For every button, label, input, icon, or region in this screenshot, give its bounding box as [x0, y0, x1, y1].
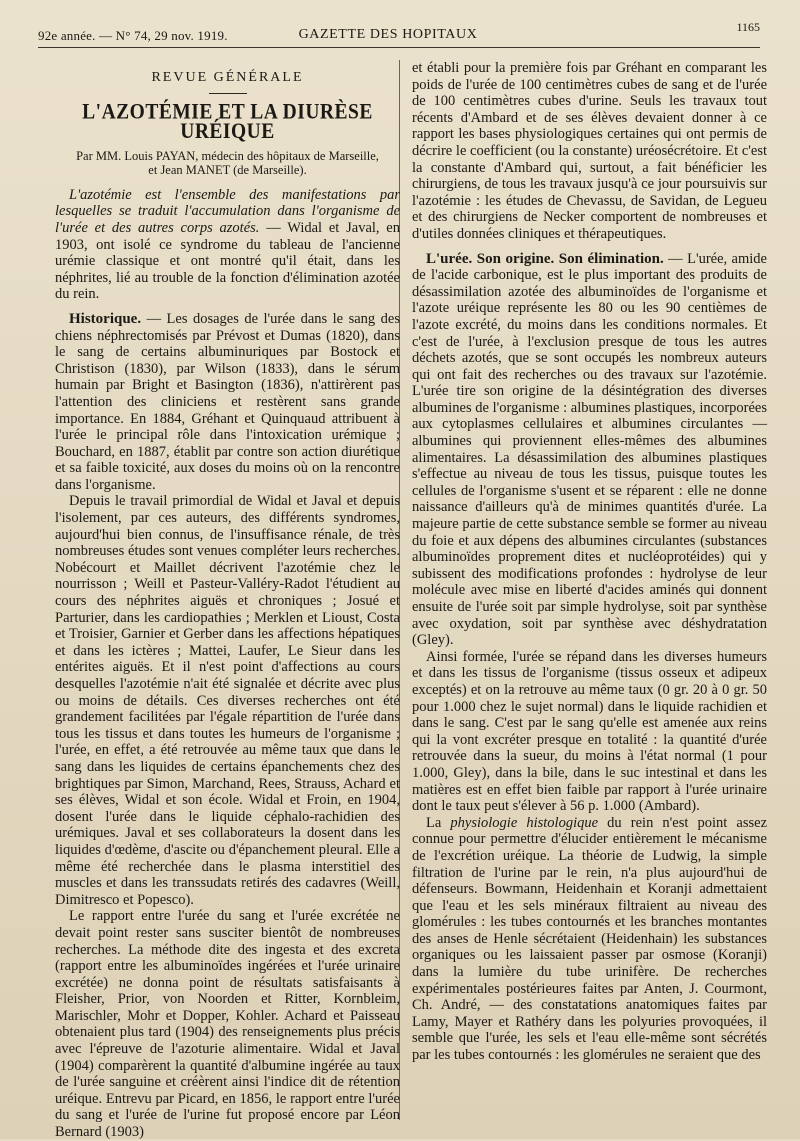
section-rule — [209, 93, 247, 94]
physiology-paragraph — [412, 815, 767, 1064]
journal-title: GAZETTE DES HOPITAUX — [298, 27, 478, 42]
article-title: L'AZOTÉMIE ET LA DIURÈSE URÉIQUE — [82, 99, 373, 143]
physiology-lead: La — [426, 814, 451, 831]
page-number: 1165 — [736, 20, 760, 34]
uree-paragraph-2: Ainsi formée, l'urée se répand dans les diverses humeurs et dans les tissus de l'organisme (tissus osseux et adipeux exceptés) et on la retrouve au même taux (0 gr. 20 à 0 gr. 50 pour 1.000 chez le sujet normal) dans le liquide rachidien et dans le sang. C'est par le sang qu'elle est amenée aux reins qui la vont excréter presque en totalité : la quantité d'urée retrouvée dans la sueur, du moins à l'état normal (1 pour 1.000, Gley), dans la bile, dans le suc intestinal et dans les matières est en effet bien faible par rapport à l'urée urinaire dont le taux peut s'élever à 56 p. 1.000 (Ambard). — [412, 648, 767, 815]
uree-text-1: — L'urée, amide de l'acide carbonique, est le plus important des produits de désassimilation azotée des albuminoïdes de l'organisme et l'azote uréique représente les 80 ou les 90 centièmes de l'azote excrété, du moins dans les conditions normales. Et c'est de l'urée, à l'exclusion presque de tous les autres déchets azotés, que se sont occupés les nombreux auteurs qui ont fait des recherches ou des travaux sur l'azotémie. L'urée tire son origine de la désintégration des diverses albumines de l'organisme : albumines plastiques, incorporées aux cytoplasmes cellulaires et albumines circulantes — albumines qui proviennent elles-mêmes des albumines alimentaires. La désassimilation des albumines plastiques s'effectue au niveau de tous les tissus, puisque toutes les cellules de l'organisme s'usent et se réparent : elle ne donne naissance d'ailleurs qu'à de minimes quantités d'urée. La majeure partie de cette substance semble se former au niveau du foie et aux dépens des albumines circulantes (substances albuminoïdes proprement dites et nucléoprotéides) qui y subissent des modifications profondes : hydrolyse de leur molécule avec mise en liberté d'acides aminés qui donnent ensuite de l'urée soit par simple hydrolyse, soit par synthèse avec oxydation, soit par synthèse avec déshydratation (Gley). — [412, 250, 767, 649]
historique-paragraph-1 — [55, 311, 400, 494]
article-authors — [55, 149, 400, 177]
historique-paragraph-3: Le rapport entre l'urée du sang et l'urée excrétée ne devait point rester sans susciter bientôt de nombreuses recherches. La méthode dite des ingesta et des excreta (rapport entre les albuminoïdes ingérées et l'urée urinaire excrétée) ne donna point de résultats satisfaisants à Fleisher, Prior, von Noorden et Ritter, Kornbleim, Marischler, Mohr et Dopper, Kohler. Achard et Paisseau obtenaient plus tard (1904) des renseignements plus précis avec l'épreuve de l'azoturie alimentaire. Widal et Javal (1904) comparèrent la quantité d'albumine ingérée au taux de l'urée sanguine et créèrent ainsi l'indice dit de rétention uréique. Entrevu par Picard, en 1856, le rapport entre l'urée du sang et l'urée de l'urine fut proposé encore par Léon Bernard (1903) — [55, 908, 400, 1141]
historique-text-1: — Les dosages de l'urée dans le sang des chiens néphrectomisés par Prévost et Dumas (1820), dans le sang de certains albuminuriques par Bostock et Christison (1830), par Wilson (1833), dans le sérum humain par Bright et Basington (1836), n'attirèrent pas l'attention des cliniciens et restèrent sans grande importance. En 1884, Gréhant et Quinquaud attribuent à l'urée le principal rôle dans l'intoxication urémique ; Bouchard, en 1887, établit par contre son action diurétique et sa faible toxicité, aux doses du moins où on la rencontre dans l'organisme. — [55, 310, 400, 493]
uree-heading: L'urée. Son origine. Son élimination. — [426, 250, 664, 267]
header-rule — [38, 47, 760, 48]
physiology-italic: physiologie histologique — [450, 814, 599, 831]
authors-line-1: Par MM. Louis PAYAN, médecin des hôpitaux de Marseille, — [76, 148, 379, 163]
abstract-italic: L'azotémie est l'ensemble des manifestations par lesquelles se traduit l'accumulation dans l'organisme de l'urée et des autres corps azotés. — [55, 186, 400, 236]
authors-line-2: et Jean MANET (de Marseille). — [148, 162, 307, 177]
running-head — [38, 20, 760, 46]
physiology-text: du rein n'est point assez connue pour permettre d'élucider entièrement le mécanisme de l'excrétion uréique. La théorie de Ludwig, la simple filtration de l'urine par le rein, n'a plus aujourd'hui de défenseurs. Bowmann, Heidenhain et Koranji admettaient que l'eau et les sels minéraux filtraient au niveau des glomérules : les tubes contournés et les branches montantes des anses de Henle sécrétaient (Heidenhain) les substances organiques ou les laissaient passer par osmose (Koranji) dans la lumière du tube urinifère. De recherches expérimentales postérieures faites par Anten, J. Courmont, Ch. André, — des constatations anatomiques faites par Lamy, Mayer et Rathéry dans les polyuries provoquées, il semble que l'urée, les sels et l'eau elle-même sont sécrétés par les tubes contournés : les glomérules ne seraient que des — [412, 814, 767, 1064]
right-paragraph-1: et établi pour la première fois par Gréhant en comparant les poids de l'urée de 100 centimètres cubes de sang et de l'urée de 100 centimètres cubes d'urine. Seuls les travaux tout récents d'Ambard et de ses élèves devaient donner à ce rapport les bases physiologiques certaines qui ont permis de décrire le coefficient (ou la constante) uréosécrétoire. Et c'est la constante d'Ambard qui, surtout, a fait bénéficier les chirurgiens, de tous les travaux jusqu'à ce jour poursuivis sur l'azotémie : les études de Chevassu, de Savidan, de Legueu et des chirurgiens de Necker comportent de nombreuses et d'utiles données cliniques et thérapeutiques. — [412, 60, 767, 242]
uree-paragraph-1 — [412, 251, 767, 649]
section-label: REVUE GÉNÉRALE — [151, 70, 304, 85]
historique-heading: Historique. — [69, 310, 142, 327]
right-column — [412, 60, 767, 1064]
abstract-rest: — Widal et Javal, en 1903, ont isolé ce syndrome du tableau de l'ancienne urémie classique et ont montré qu'il était, dans les néphrites, lié au trouble de la fonction d'élimination azotée du rein. — [55, 219, 400, 303]
abstract-paragraph — [55, 187, 400, 303]
left-column — [55, 60, 400, 1141]
issue-info: 92e année. — N° 74, 29 nov. 1919. — [38, 28, 228, 43]
historique-paragraph-2: Depuis le travail primordial de Widal et Javal et depuis l'isolement, par ces auteurs, des différents syndromes, aujourd'hui bien connus, de l'insuffisance rénale, de très nombreuses études sont venues compléter leurs recherches. Nobécourt et Maillet décrivent l'azotémie chez le nourrisson ; Weill et Pasteur-Valléry-Radot l'étudient au cours des néphrites aiguës et chroniques ; Josué et Parturier, dans les cardiopathies ; Merklen et Lioust, Costa et Troisier, Garnier et Gerber dans les affections hépatiques et dans les ictères ; Mattei, Laufer, Le Sieur dans les entérites aiguës. Et il n'est point d'affections au cours desquelles l'azotémie n'ait été signalée et décrite avec plus ou moins de détails. Ces diverses recherches ont été grandement facilitées par l'égale répartition de l'urée dans tous les tissus et dans toutes les humeurs de l'organisme ; l'urée, en effet, a été retrouvée au même taux que dans le sang dans les liquides de certains épanchements chez des brightiques par Simon, Marchand, Rees, Strauss, Achard et ses élèves, Widal et son école. Widal et Froin, en 1904, dosent l'urée dans le liquide céphalo-rachidien des urémiques. Javal et ses collaborateurs la dosent dans les liquides d'œdème, d'ascite ou d'épanchement pleural. Elle a même été recherchée dans le plasma interstitiel des muscles et dans les transsudats retirés des cadavres (Weill, Dimitresco et Popesco). — [55, 493, 400, 908]
